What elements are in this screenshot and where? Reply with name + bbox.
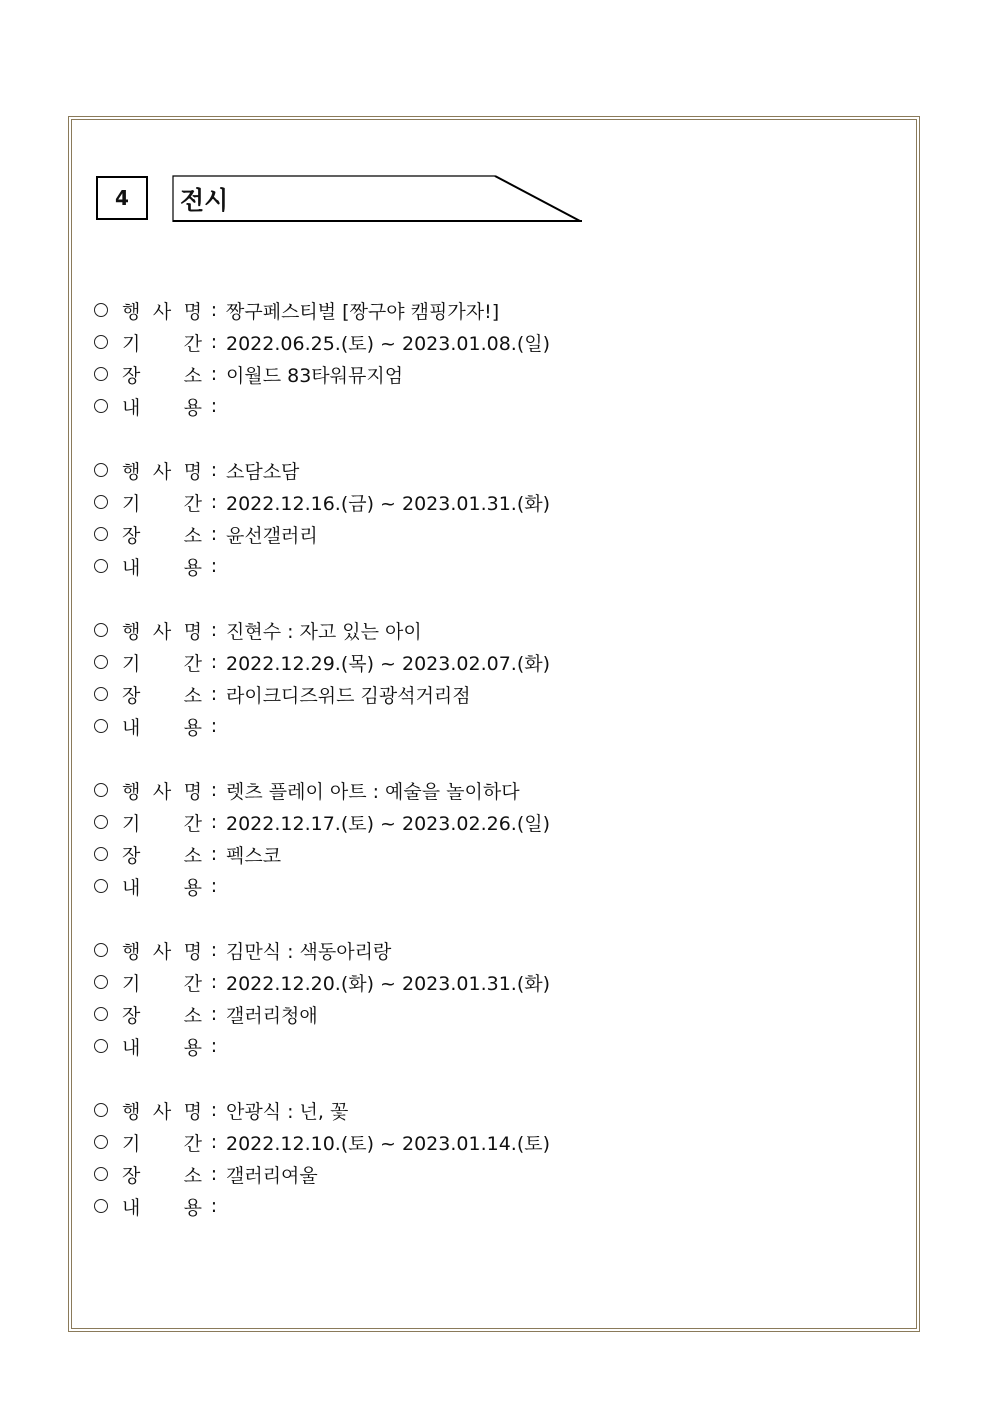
field-colon: : <box>210 331 218 353</box>
field-colon: : <box>210 779 218 801</box>
field-label-char: 장 <box>122 524 141 547</box>
event-content-row <box>94 390 794 422</box>
event-name-value: 안광식 : 넌, 꽃 <box>226 1100 349 1123</box>
field-colon: : <box>210 395 218 417</box>
field-label <box>122 1001 202 1028</box>
field-label-char: 내 <box>122 556 141 579</box>
field-label-char: 내 <box>122 396 141 419</box>
field-label-char: 소 <box>183 684 202 707</box>
field-colon: : <box>210 939 218 961</box>
event-content-row <box>94 710 794 742</box>
field-colon: : <box>210 1003 218 1025</box>
field-colon: : <box>210 1163 218 1185</box>
field-label-char: 명 <box>183 780 202 803</box>
field-label-char: 내 <box>122 1196 141 1219</box>
field-label-char: 기 <box>122 1132 141 1155</box>
circle-bullet-icon <box>94 847 108 861</box>
field-colon: : <box>210 299 218 321</box>
field-label-char: 용 <box>183 1196 202 1219</box>
field-label-char: 행 <box>122 620 141 643</box>
field-label-char: 용 <box>183 876 202 899</box>
circle-bullet-icon <box>94 1007 108 1021</box>
field-label <box>122 713 202 740</box>
event-period-row <box>94 1126 794 1158</box>
event-place-row <box>94 1158 794 1190</box>
event-place-value: 이월드 83타워뮤지엄 <box>226 364 404 387</box>
field-label-char: 명 <box>183 300 202 323</box>
field-label <box>122 681 202 708</box>
field-label-char: 행 <box>122 940 141 963</box>
event-name-row <box>94 294 794 326</box>
field-label-char: 간 <box>183 972 202 995</box>
event-item <box>94 774 794 902</box>
circle-bullet-icon <box>94 1039 108 1053</box>
field-label-char: 간 <box>183 812 202 835</box>
field-label <box>122 553 202 580</box>
circle-bullet-icon <box>94 1199 108 1213</box>
circle-bullet-icon <box>94 783 108 797</box>
event-period-row <box>94 646 794 678</box>
event-name-row <box>94 1094 794 1126</box>
field-colon: : <box>210 811 218 833</box>
event-place-row <box>94 838 794 870</box>
event-place-value: 펙스코 <box>226 844 282 867</box>
event-period-value: 2022.06.25.(토) ~ 2023.01.08.(일) <box>226 332 551 355</box>
field-label-char: 명 <box>183 460 202 483</box>
event-period-value: 2022.12.29.(목) ~ 2023.02.07.(화) <box>226 652 551 675</box>
event-content-row <box>94 1190 794 1222</box>
circle-bullet-icon <box>94 335 108 349</box>
field-label <box>122 329 202 356</box>
circle-bullet-icon <box>94 367 108 381</box>
event-name-row <box>94 934 794 966</box>
event-period-row <box>94 486 794 518</box>
event-period-value: 2022.12.10.(토) ~ 2023.01.14.(토) <box>226 1132 551 1155</box>
field-colon: : <box>210 843 218 865</box>
event-name-row <box>94 454 794 486</box>
field-label <box>122 649 202 676</box>
event-item <box>94 294 794 422</box>
field-label-char: 용 <box>183 556 202 579</box>
section-number: 4 <box>96 176 148 220</box>
field-colon: : <box>210 1195 218 1217</box>
field-label-char: 사 <box>152 620 172 643</box>
event-place-value: 윤선갤러리 <box>226 524 318 547</box>
field-label <box>122 873 202 900</box>
field-label-char: 기 <box>122 972 141 995</box>
event-place-value: 라이크디즈위드 김광석거리점 <box>226 684 471 707</box>
field-label <box>122 1129 202 1156</box>
circle-bullet-icon <box>94 623 108 637</box>
field-label <box>122 969 202 996</box>
field-label <box>122 297 202 324</box>
field-colon: : <box>210 715 218 737</box>
circle-bullet-icon <box>94 463 108 477</box>
field-colon: : <box>210 651 218 673</box>
event-place-value: 갤러리여울 <box>226 1164 318 1187</box>
field-label-char: 간 <box>183 652 202 675</box>
event-period-value: 2022.12.20.(화) ~ 2023.01.31.(화) <box>226 972 551 995</box>
event-period-value: 2022.12.16.(금) ~ 2023.01.31.(화) <box>226 492 551 515</box>
field-label <box>122 1161 202 1188</box>
event-content-row <box>94 550 794 582</box>
event-period-value: 2022.12.17.(토) ~ 2023.02.26.(일) <box>226 812 551 835</box>
field-label-char: 장 <box>122 1164 141 1187</box>
field-label-char: 내 <box>122 716 141 739</box>
circle-bullet-icon <box>94 687 108 701</box>
event-period-row <box>94 966 794 998</box>
field-colon: : <box>210 683 218 705</box>
field-label-char: 행 <box>122 460 141 483</box>
event-period-row <box>94 326 794 358</box>
field-label <box>122 1033 202 1060</box>
section-title: 전시 <box>180 186 229 215</box>
field-label-char: 장 <box>122 684 141 707</box>
field-label-char: 명 <box>183 940 202 963</box>
circle-bullet-icon <box>94 1167 108 1181</box>
field-label-char: 용 <box>183 1036 202 1059</box>
field-colon: : <box>210 1035 218 1057</box>
field-label-char: 간 <box>183 332 202 355</box>
circle-bullet-icon <box>94 399 108 413</box>
circle-bullet-icon <box>94 655 108 669</box>
circle-bullet-icon <box>94 1103 108 1117</box>
circle-bullet-icon <box>94 719 108 733</box>
circle-bullet-icon <box>94 559 108 573</box>
field-label <box>122 361 202 388</box>
field-label <box>122 841 202 868</box>
field-label <box>122 1193 202 1220</box>
field-label <box>122 489 202 516</box>
circle-bullet-icon <box>94 1135 108 1149</box>
field-label-char: 행 <box>122 780 141 803</box>
field-label-char: 간 <box>183 1132 202 1155</box>
circle-bullet-icon <box>94 527 108 541</box>
field-label <box>122 617 202 644</box>
field-colon: : <box>210 875 218 897</box>
field-label-char: 행 <box>122 1100 141 1123</box>
field-label-char: 내 <box>122 876 141 899</box>
circle-bullet-icon <box>94 879 108 893</box>
field-colon: : <box>210 619 218 641</box>
field-colon: : <box>210 459 218 481</box>
field-colon: : <box>210 523 218 545</box>
field-label-char: 소 <box>183 364 202 387</box>
field-label-char: 소 <box>183 1004 202 1027</box>
field-colon: : <box>210 1099 218 1121</box>
field-colon: : <box>210 971 218 993</box>
field-label-char: 사 <box>152 940 172 963</box>
event-name-value: 진현수 : 자고 있는 아이 <box>226 620 422 643</box>
field-label <box>122 521 202 548</box>
field-label <box>122 809 202 836</box>
circle-bullet-icon <box>94 975 108 989</box>
field-colon: : <box>210 555 218 577</box>
field-label-char: 간 <box>183 492 202 515</box>
circle-bullet-icon <box>94 943 108 957</box>
field-label <box>122 393 202 420</box>
field-label-char: 장 <box>122 364 141 387</box>
event-name-value: 소담소담 <box>226 460 300 483</box>
field-label-char: 용 <box>183 396 202 419</box>
field-label-char: 내 <box>122 1036 141 1059</box>
event-item <box>94 934 794 1062</box>
field-label-char: 기 <box>122 332 141 355</box>
event-period-row <box>94 806 794 838</box>
field-label <box>122 777 202 804</box>
event-name-row <box>94 774 794 806</box>
field-label-char: 장 <box>122 1004 141 1027</box>
event-item <box>94 1094 794 1222</box>
event-place-row <box>94 998 794 1030</box>
event-place-row <box>94 358 794 390</box>
event-place-row <box>94 678 794 710</box>
field-label-char: 명 <box>183 1100 202 1123</box>
event-place-value: 갤러리청애 <box>226 1004 318 1027</box>
field-colon: : <box>210 491 218 513</box>
field-label-char: 사 <box>152 780 172 803</box>
event-content-row <box>94 1030 794 1062</box>
field-label-char: 소 <box>183 1164 202 1187</box>
field-label-char: 기 <box>122 492 141 515</box>
section-title-banner <box>172 175 584 225</box>
field-label-char: 용 <box>183 716 202 739</box>
event-name-value: 김만식 : 색동아리랑 <box>226 940 392 963</box>
field-label-char: 기 <box>122 812 141 835</box>
circle-bullet-icon <box>94 815 108 829</box>
field-label <box>122 457 202 484</box>
field-label-char: 사 <box>152 1100 172 1123</box>
event-name-row <box>94 614 794 646</box>
circle-bullet-icon <box>94 303 108 317</box>
field-label-char: 사 <box>152 460 172 483</box>
field-label-char: 명 <box>183 620 202 643</box>
field-label-char: 장 <box>122 844 141 867</box>
field-colon: : <box>210 363 218 385</box>
event-content-row <box>94 870 794 902</box>
event-item <box>94 614 794 742</box>
event-name-value: 짱구페스티벌 [짱구야 캠핑가자!] <box>226 300 500 323</box>
field-label-char: 행 <box>122 300 141 323</box>
circle-bullet-icon <box>94 495 108 509</box>
field-label-char: 사 <box>152 300 172 323</box>
field-label-char: 소 <box>183 844 202 867</box>
field-label <box>122 1097 202 1124</box>
event-name-value: 렛츠 플레이 아트 : 예술을 놀이하다 <box>226 780 520 803</box>
field-label-char: 기 <box>122 652 141 675</box>
event-place-row <box>94 518 794 550</box>
field-colon: : <box>210 1131 218 1153</box>
field-label-char: 소 <box>183 524 202 547</box>
field-label <box>122 937 202 964</box>
event-item <box>94 454 794 582</box>
